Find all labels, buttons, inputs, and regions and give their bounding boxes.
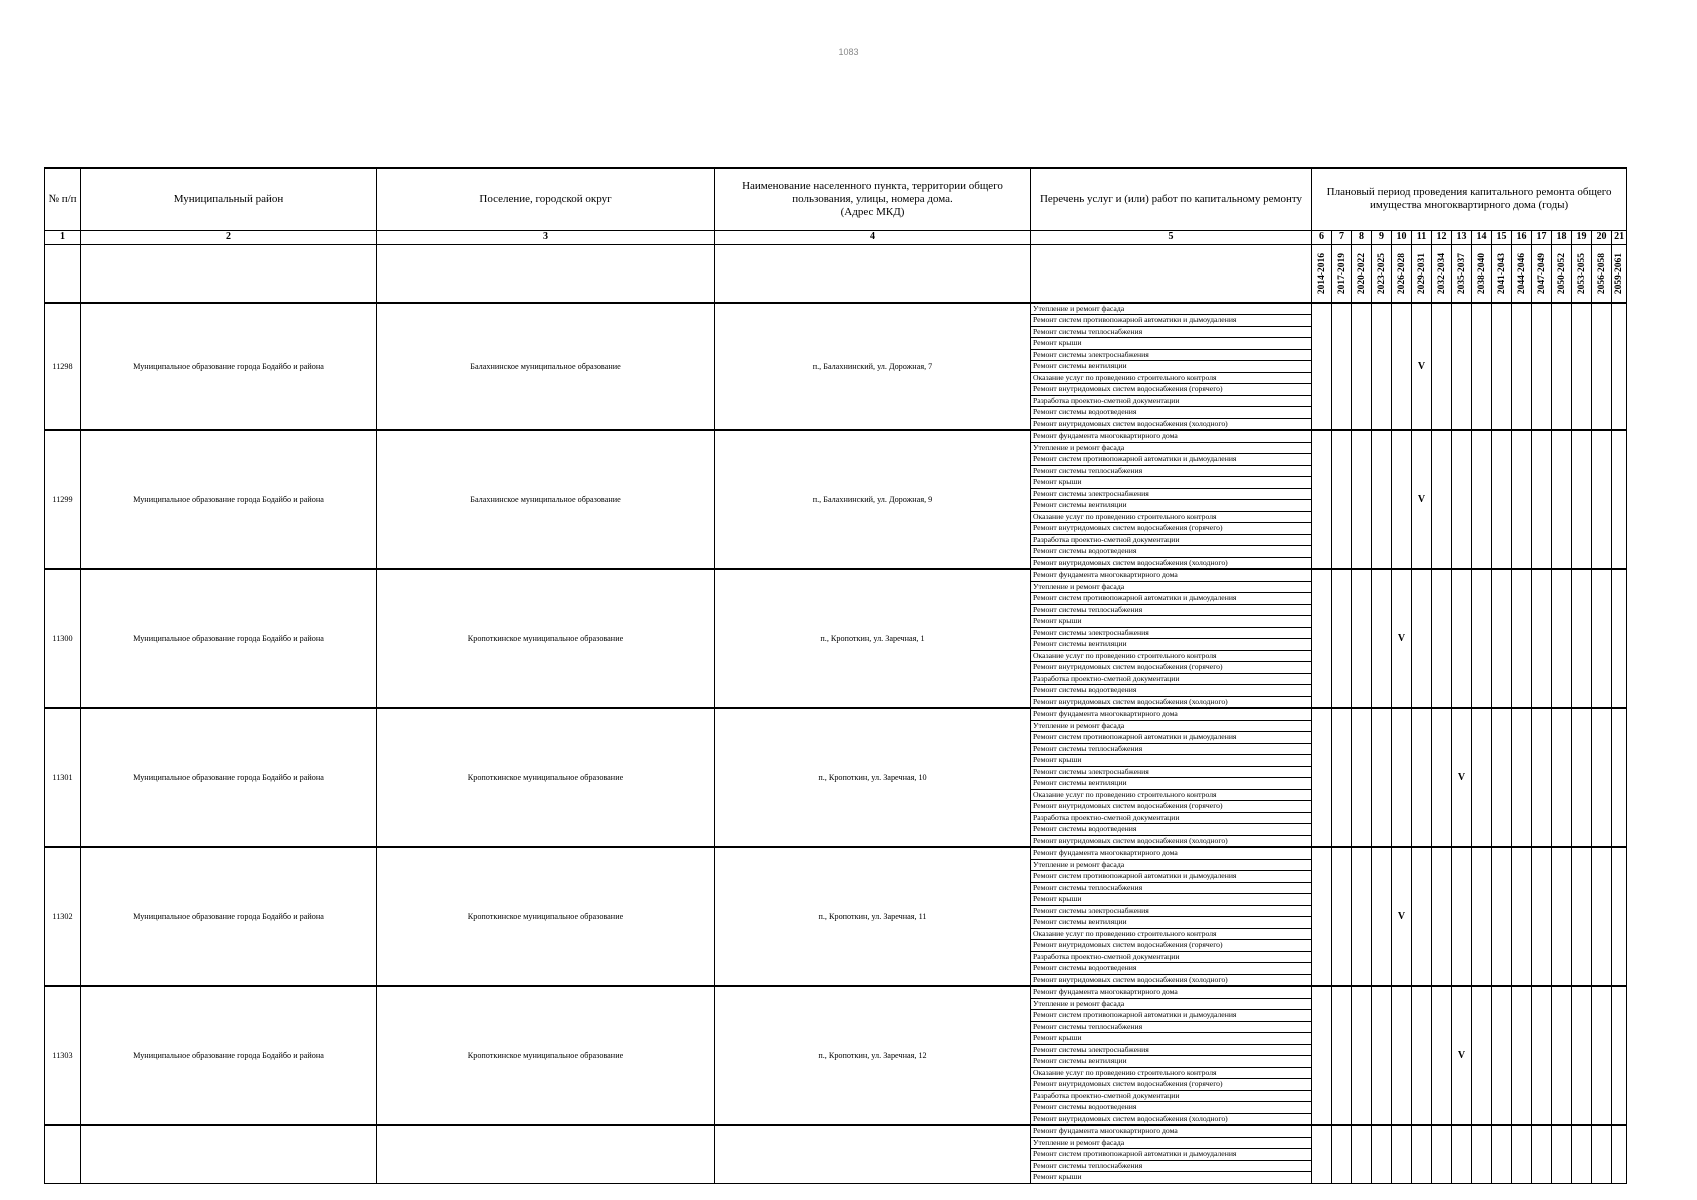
schedule-cell	[1352, 303, 1372, 431]
work-item: Ремонт систем противопожарной автоматики и дымоудаления	[1031, 871, 1312, 883]
year-label: 2044-2046	[1516, 253, 1527, 295]
schedule-cell	[1512, 986, 1532, 1125]
header-settlement: Поселение, городской округ	[377, 168, 715, 230]
record-number: 11303	[45, 986, 81, 1125]
work-item: Ремонт системы водоотведения	[1031, 407, 1312, 419]
schedule-cell	[1612, 303, 1627, 431]
work-item: Ремонт системы электроснабжения	[1031, 488, 1312, 500]
schedule-cell	[1472, 569, 1492, 708]
column-number: 19	[1572, 230, 1592, 244]
work-item: Ремонт системы вентиляции	[1031, 778, 1312, 790]
schedule-cell	[1592, 569, 1612, 708]
schedule-cell	[1592, 847, 1612, 986]
schedule-cell	[1552, 303, 1572, 431]
work-item: Утепление и ремонт фасада	[1031, 303, 1312, 315]
schedule-cell	[1372, 1125, 1392, 1183]
column-number: 17	[1532, 230, 1552, 244]
schedule-cell	[1472, 1125, 1492, 1183]
record-number	[45, 1125, 81, 1183]
schedule-cell	[1592, 303, 1612, 431]
work-item: Ремонт системы водоотведения	[1031, 963, 1312, 975]
work-item: Ремонт крыши	[1031, 1172, 1312, 1184]
year-label: 2059-2061	[1614, 253, 1625, 295]
year-header-cell	[1372, 244, 1392, 303]
schedule-cell	[1372, 303, 1392, 431]
schedule-mark: V	[1392, 847, 1412, 986]
years-row	[45, 244, 1627, 303]
schedule-cell	[1312, 986, 1332, 1125]
record-address: п., Балахнинский, ул. Дорожная, 9	[715, 430, 1031, 569]
work-item: Ремонт внутридомовых систем водоснабжения (холодного)	[1031, 696, 1312, 708]
work-item: Ремонт внутридомовых систем водоснабжения (холодного)	[1031, 835, 1312, 847]
schedule-cell	[1412, 569, 1432, 708]
header-address-line1: Наименование населенного пункта, территории общего	[742, 179, 1003, 192]
years-row-blank-cell	[45, 244, 81, 303]
column-number: 3	[377, 230, 715, 244]
record-district	[81, 1125, 377, 1183]
schedule-cell	[1552, 708, 1572, 847]
work-item: Ремонт системы теплоснабжения	[1031, 326, 1312, 338]
work-item: Утепление и ремонт фасада	[1031, 998, 1312, 1010]
work-item: Ремонт систем противопожарной автоматики и дымоудаления	[1031, 1149, 1312, 1161]
work-item: Ремонт систем противопожарной автоматики и дымоудаления	[1031, 593, 1312, 605]
work-item: Разработка проектно-сметной документации	[1031, 395, 1312, 407]
work-item: Ремонт внутридомовых систем водоснабжения (горячего)	[1031, 662, 1312, 674]
record-district: Муниципальное образование города Бодайбо и района	[81, 303, 377, 431]
schedule-cell	[1612, 708, 1627, 847]
schedule-cell	[1332, 847, 1352, 986]
schedule-cell	[1352, 569, 1372, 708]
record-settlement: Кропоткинское муниципальное образование	[377, 569, 715, 708]
schedule-cell	[1332, 569, 1352, 708]
year-label: 2047-2049	[1536, 253, 1547, 295]
record-line	[45, 708, 1627, 720]
work-item: Разработка проектно-сметной документации	[1031, 673, 1312, 685]
schedule-cell	[1452, 1125, 1472, 1183]
work-item: Ремонт системы теплоснабжения	[1031, 465, 1312, 477]
column-number: 16	[1512, 230, 1532, 244]
year-header-cell	[1612, 244, 1627, 303]
work-item: Утепление и ремонт фасада	[1031, 442, 1312, 454]
work-item: Разработка проектно-сметной документации	[1031, 534, 1312, 546]
record-address	[715, 1125, 1031, 1183]
column-number: 1	[45, 230, 81, 244]
schedule-cell	[1312, 847, 1332, 986]
work-item: Ремонт системы водоотведения	[1031, 824, 1312, 836]
year-header-cell	[1392, 244, 1412, 303]
year-header-cell	[1452, 244, 1472, 303]
work-item: Ремонт внутридомовых систем водоснабжения (холодного)	[1031, 418, 1312, 430]
record-address: п., Кропоткин, ул. Заречная, 11	[715, 847, 1031, 986]
work-item: Ремонт систем противопожарной автоматики и дымоудаления	[1031, 732, 1312, 744]
schedule-cell	[1352, 986, 1372, 1125]
schedule-cell	[1512, 569, 1532, 708]
capital-repair-table-wrap	[44, 167, 1626, 1182]
work-item: Ремонт внутридомовых систем водоснабжения (горячего)	[1031, 384, 1312, 396]
record-address: п., Кропоткин, ул. Заречная, 1	[715, 569, 1031, 708]
schedule-mark: V	[1412, 430, 1432, 569]
work-item: Ремонт крыши	[1031, 1033, 1312, 1045]
schedule-cell	[1612, 430, 1627, 569]
header-district: Муниципальный район	[81, 168, 377, 230]
schedule-cell	[1512, 303, 1532, 431]
schedule-mark: V	[1452, 986, 1472, 1125]
work-item: Ремонт крыши	[1031, 894, 1312, 906]
schedule-cell	[1492, 430, 1512, 569]
schedule-cell	[1412, 708, 1432, 847]
work-item: Ремонт системы электроснабжения	[1031, 349, 1312, 361]
schedule-cell	[1432, 569, 1452, 708]
column-number: 18	[1552, 230, 1572, 244]
column-number: 2	[81, 230, 377, 244]
record-settlement: Балахнинское муниципальное образование	[377, 430, 715, 569]
schedule-cell	[1432, 708, 1452, 847]
work-item: Ремонт внутридомовых систем водоснабжения (горячего)	[1031, 940, 1312, 952]
column-number: 15	[1492, 230, 1512, 244]
column-number: 21	[1612, 230, 1627, 244]
column-number: 10	[1392, 230, 1412, 244]
schedule-cell	[1472, 708, 1492, 847]
record-line	[45, 569, 1627, 581]
years-row-blank-cell	[377, 244, 715, 303]
schedule-cell	[1472, 303, 1492, 431]
schedule-cell	[1352, 847, 1372, 986]
work-item: Ремонт крыши	[1031, 338, 1312, 350]
schedule-cell	[1552, 569, 1572, 708]
record-district: Муниципальное образование города Бодайбо и района	[81, 708, 377, 847]
schedule-cell	[1572, 303, 1592, 431]
schedule-cell	[1492, 569, 1512, 708]
work-item: Ремонт системы электроснабжения	[1031, 1044, 1312, 1056]
work-item: Разработка проектно-сметной документации	[1031, 951, 1312, 963]
year-label: 2053-2055	[1576, 253, 1587, 295]
schedule-cell	[1412, 847, 1432, 986]
schedule-cell	[1532, 1125, 1552, 1183]
work-item: Утепление и ремонт фасада	[1031, 1137, 1312, 1149]
year-header-cell	[1552, 244, 1572, 303]
record-number: 11299	[45, 430, 81, 569]
year-header-cell	[1572, 244, 1592, 303]
schedule-cell	[1532, 430, 1552, 569]
schedule-cell	[1352, 1125, 1372, 1183]
work-item: Ремонт внутридомовых систем водоснабжения (горячего)	[1031, 801, 1312, 813]
table-body	[45, 244, 1627, 1183]
schedule-cell	[1332, 1125, 1352, 1183]
schedule-mark: V	[1392, 569, 1412, 708]
partial-record-line	[45, 1125, 1627, 1137]
schedule-cell	[1392, 986, 1412, 1125]
work-item: Оказание услуг по проведению строительного контроля	[1031, 1067, 1312, 1079]
schedule-cell	[1312, 708, 1332, 847]
schedule-cell	[1612, 986, 1627, 1125]
schedule-cell	[1452, 847, 1472, 986]
schedule-cell	[1312, 303, 1332, 431]
work-item: Утепление и ремонт фасада	[1031, 859, 1312, 871]
record-line	[45, 986, 1627, 998]
schedule-cell	[1332, 708, 1352, 847]
column-number: 9	[1372, 230, 1392, 244]
header-number: № п/п	[45, 168, 81, 230]
work-item: Ремонт системы теплоснабжения	[1031, 743, 1312, 755]
year-header-cell	[1412, 244, 1432, 303]
work-item: Разработка проектно-сметной документации	[1031, 1090, 1312, 1102]
year-label: 2038-2040	[1476, 253, 1487, 295]
page-number: 1083	[838, 47, 859, 57]
work-item: Ремонт фундамента многоквартирного дома	[1031, 847, 1312, 859]
year-label: 2023-2025	[1376, 253, 1387, 295]
schedule-cell	[1532, 986, 1552, 1125]
schedule-cell	[1512, 708, 1532, 847]
schedule-cell	[1612, 847, 1627, 986]
record-number: 11301	[45, 708, 81, 847]
schedule-cell	[1432, 1125, 1452, 1183]
work-item: Ремонт системы водоотведения	[1031, 546, 1312, 558]
schedule-cell	[1552, 1125, 1572, 1183]
column-number: 8	[1352, 230, 1372, 244]
schedule-cell	[1332, 303, 1352, 431]
schedule-cell	[1312, 430, 1332, 569]
work-item: Ремонт фундамента многоквартирного дома	[1031, 986, 1312, 998]
year-header-cell	[1332, 244, 1352, 303]
schedule-cell	[1532, 708, 1552, 847]
work-item: Ремонт систем противопожарной автоматики и дымоудаления	[1031, 315, 1312, 327]
column-number: 13	[1452, 230, 1472, 244]
year-header-cell	[1532, 244, 1552, 303]
schedule-cell	[1452, 430, 1472, 569]
schedule-cell	[1592, 708, 1612, 847]
schedule-mark: V	[1452, 708, 1472, 847]
year-label: 2029-2031	[1416, 253, 1427, 295]
years-row-blank-cell	[81, 244, 377, 303]
work-item: Ремонт фундамента многоквартирного дома	[1031, 430, 1312, 442]
record-line	[45, 430, 1627, 442]
record-district: Муниципальное образование города Бодайбо и района	[81, 986, 377, 1125]
record-settlement: Кропоткинское муниципальное образование	[377, 986, 715, 1125]
schedule-cell	[1392, 430, 1412, 569]
schedule-cell	[1512, 430, 1532, 569]
capital-repair-table	[44, 167, 1627, 1184]
schedule-cell	[1512, 847, 1532, 986]
record-number: 11298	[45, 303, 81, 431]
record-settlement	[377, 1125, 715, 1183]
work-item: Оказание услуг по проведению строительного контроля	[1031, 789, 1312, 801]
schedule-cell	[1312, 1125, 1332, 1183]
schedule-mark: V	[1412, 303, 1432, 431]
schedule-cell	[1492, 847, 1512, 986]
schedule-cell	[1332, 986, 1352, 1125]
work-item: Ремонт систем противопожарной автоматики и дымоудаления	[1031, 454, 1312, 466]
record-address: п., Балахнинский, ул. Дорожная, 7	[715, 303, 1031, 431]
schedule-cell	[1392, 1125, 1412, 1183]
schedule-cell	[1372, 430, 1392, 569]
column-number: 5	[1031, 230, 1312, 244]
schedule-cell	[1572, 986, 1592, 1125]
work-item: Ремонт системы вентиляции	[1031, 639, 1312, 651]
work-item: Ремонт фундамента многоквартирного дома	[1031, 569, 1312, 581]
year-label: 2032-2034	[1436, 253, 1447, 295]
work-item: Ремонт систем противопожарной автоматики и дымоудаления	[1031, 1010, 1312, 1022]
work-item: Ремонт внутридомовых систем водоснабжения (горячего)	[1031, 523, 1312, 535]
work-item: Ремонт системы электроснабжения	[1031, 905, 1312, 917]
work-item: Утепление и ремонт фасада	[1031, 581, 1312, 593]
schedule-cell	[1552, 986, 1572, 1125]
work-item: Ремонт внутридомовых систем водоснабжения (холодного)	[1031, 557, 1312, 569]
year-header-cell	[1472, 244, 1492, 303]
schedule-cell	[1312, 569, 1332, 708]
schedule-cell	[1472, 847, 1492, 986]
work-item: Ремонт системы вентиляции	[1031, 500, 1312, 512]
year-label: 2017-2019	[1336, 253, 1347, 295]
schedule-cell	[1432, 847, 1452, 986]
schedule-cell	[1472, 430, 1492, 569]
schedule-cell	[1572, 847, 1592, 986]
schedule-cell	[1392, 708, 1412, 847]
year-label: 2014-2016	[1316, 253, 1327, 295]
year-label: 2026-2028	[1396, 253, 1407, 295]
schedule-cell	[1472, 986, 1492, 1125]
schedule-cell	[1392, 303, 1412, 431]
column-number: 11	[1412, 230, 1432, 244]
column-number: 4	[715, 230, 1031, 244]
schedule-cell	[1592, 430, 1612, 569]
schedule-cell	[1512, 1125, 1532, 1183]
work-item: Ремонт внутридомовых систем водоснабжения (холодного)	[1031, 974, 1312, 986]
schedule-cell	[1372, 847, 1392, 986]
record-line	[45, 303, 1627, 315]
schedule-cell	[1372, 708, 1392, 847]
work-item: Ремонт крыши	[1031, 755, 1312, 767]
year-header-cell	[1432, 244, 1452, 303]
year-label: 2020-2022	[1356, 253, 1367, 295]
schedule-cell	[1432, 430, 1452, 569]
work-item: Ремонт системы электроснабжения	[1031, 627, 1312, 639]
column-number: 12	[1432, 230, 1452, 244]
schedule-cell	[1492, 986, 1512, 1125]
schedule-cell	[1572, 1125, 1592, 1183]
schedule-cell	[1572, 569, 1592, 708]
work-item: Разработка проектно-сметной документации	[1031, 812, 1312, 824]
work-item: Ремонт системы теплоснабжения	[1031, 882, 1312, 894]
schedule-cell	[1332, 430, 1352, 569]
schedule-cell	[1352, 708, 1372, 847]
year-header-cell	[1592, 244, 1612, 303]
record-settlement: Кропоткинское муниципальное образование	[377, 708, 715, 847]
header-works: Перечень услуг и (или) работ по капитальному ремонту	[1031, 168, 1312, 230]
work-item: Оказание услуг по проведению строительного контроля	[1031, 511, 1312, 523]
header-period: Плановый период проведения капитального ремонта общего имущества многоквартирного дома (годы)	[1312, 168, 1627, 230]
work-item: Ремонт системы вентиляции	[1031, 361, 1312, 373]
schedule-cell	[1572, 708, 1592, 847]
work-item: Оказание услуг по проведению строительного контроля	[1031, 928, 1312, 940]
year-label: 2041-2043	[1496, 253, 1507, 295]
header-address	[715, 168, 1031, 230]
years-row-blank-cell	[715, 244, 1031, 303]
year-header-cell	[1492, 244, 1512, 303]
schedule-cell	[1412, 986, 1432, 1125]
schedule-cell	[1612, 569, 1627, 708]
schedule-cell	[1372, 569, 1392, 708]
schedule-cell	[1452, 303, 1472, 431]
header-address-line2: пользования, улицы, номера дома.	[792, 192, 953, 205]
column-number: 6	[1312, 230, 1332, 244]
schedule-cell	[1552, 430, 1572, 569]
column-number-row	[45, 230, 1627, 244]
schedule-cell	[1592, 1125, 1612, 1183]
work-item: Ремонт системы вентиляции	[1031, 1056, 1312, 1068]
work-item: Ремонт системы водоотведения	[1031, 685, 1312, 697]
year-label: 2035-2037	[1456, 253, 1467, 295]
schedule-cell	[1532, 303, 1552, 431]
record-settlement: Кропоткинское муниципальное образование	[377, 847, 715, 986]
schedule-cell	[1452, 569, 1472, 708]
work-item: Ремонт крыши	[1031, 477, 1312, 489]
header-address-line3: (Адрес МКД)	[840, 205, 905, 218]
work-item: Ремонт системы электроснабжения	[1031, 766, 1312, 778]
column-number: 20	[1592, 230, 1612, 244]
work-item: Ремонт внутридомовых систем водоснабжения (горячего)	[1031, 1079, 1312, 1091]
year-header-cell	[1312, 244, 1332, 303]
schedule-cell	[1372, 986, 1392, 1125]
schedule-cell	[1432, 986, 1452, 1125]
schedule-cell	[1592, 986, 1612, 1125]
work-item: Ремонт фундамента многоквартирного дома	[1031, 708, 1312, 720]
record-line	[45, 847, 1627, 859]
record-address: п., Кропоткин, ул. Заречная, 12	[715, 986, 1031, 1125]
schedule-cell	[1552, 847, 1572, 986]
schedule-cell	[1352, 430, 1372, 569]
work-item: Ремонт крыши	[1031, 616, 1312, 628]
years-row-blank-cell	[1031, 244, 1312, 303]
record-settlement: Балахнинское муниципальное образование	[377, 303, 715, 431]
schedule-cell	[1532, 847, 1552, 986]
work-item: Ремонт системы теплоснабжения	[1031, 1160, 1312, 1172]
column-number: 7	[1332, 230, 1352, 244]
schedule-cell	[1492, 708, 1512, 847]
column-number: 14	[1472, 230, 1492, 244]
year-header-cell	[1512, 244, 1532, 303]
record-number: 11302	[45, 847, 81, 986]
year-header-cell	[1352, 244, 1372, 303]
year-label: 2056-2058	[1596, 253, 1607, 295]
record-district: Муниципальное образование города Бодайбо и района	[81, 569, 377, 708]
record-district: Муниципальное образование города Бодайбо и района	[81, 847, 377, 986]
work-item: Ремонт системы водоотведения	[1031, 1102, 1312, 1114]
schedule-cell	[1492, 303, 1512, 431]
work-item: Ремонт внутридомовых систем водоснабжения (холодного)	[1031, 1113, 1312, 1125]
schedule-cell	[1492, 1125, 1512, 1183]
schedule-cell	[1612, 1125, 1627, 1183]
work-item: Утепление и ремонт фасада	[1031, 720, 1312, 732]
record-number: 11300	[45, 569, 81, 708]
schedule-cell	[1432, 303, 1452, 431]
record-district: Муниципальное образование города Бодайбо и района	[81, 430, 377, 569]
work-item: Ремонт системы теплоснабжения	[1031, 1021, 1312, 1033]
schedule-cell	[1572, 430, 1592, 569]
work-item: Ремонт системы теплоснабжения	[1031, 604, 1312, 616]
work-item: Ремонт системы вентиляции	[1031, 917, 1312, 929]
work-item: Ремонт фундамента многоквартирного дома	[1031, 1125, 1312, 1137]
work-item: Оказание услуг по проведению строительного контроля	[1031, 372, 1312, 384]
work-item: Оказание услуг по проведению строительного контроля	[1031, 650, 1312, 662]
schedule-cell	[1532, 569, 1552, 708]
record-address: п., Кропоткин, ул. Заречная, 10	[715, 708, 1031, 847]
schedule-cell	[1412, 1125, 1432, 1183]
year-label: 2050-2052	[1556, 253, 1567, 295]
